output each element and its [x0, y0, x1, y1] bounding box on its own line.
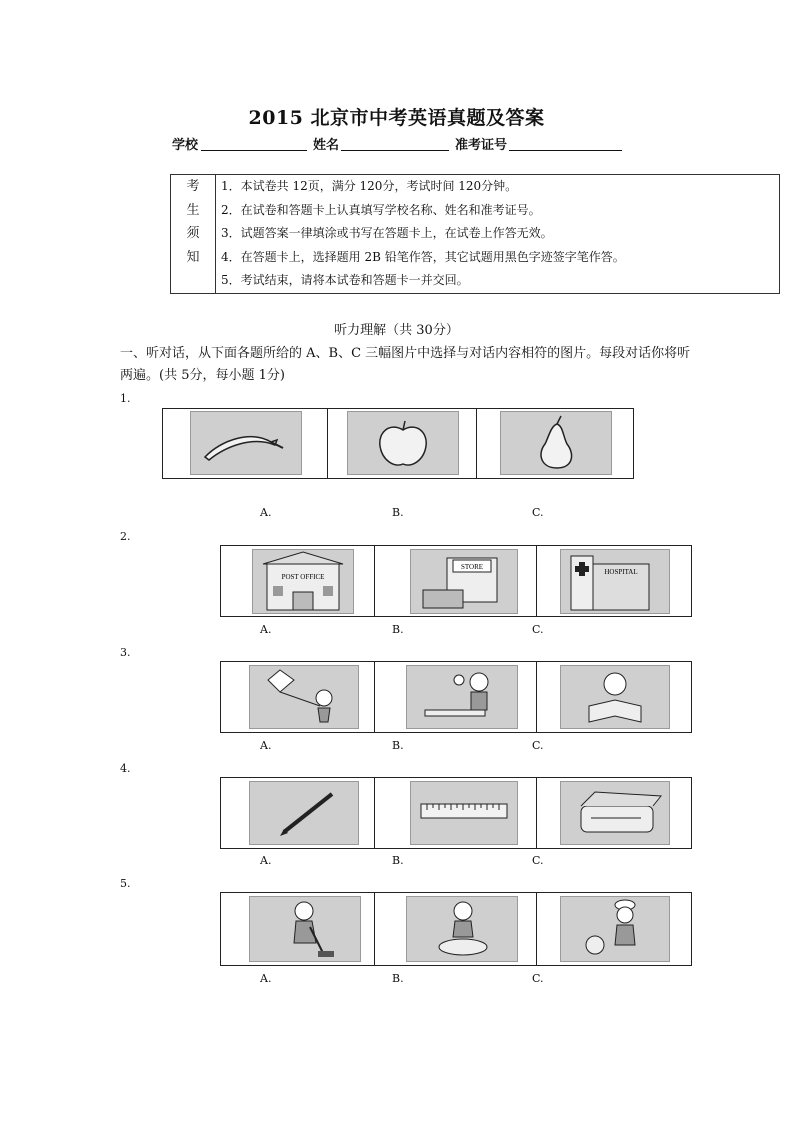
divider [536, 662, 537, 732]
pencil-case-icon[interactable] [560, 781, 670, 845]
notice-rules [216, 175, 780, 294]
option-a-label: A. [260, 623, 272, 636]
option-c-label: C. [532, 972, 544, 985]
divider [374, 893, 375, 965]
option-b-label: B. [392, 506, 404, 519]
option-b-label: B. [392, 972, 404, 985]
ruler-icon[interactable] [410, 781, 518, 845]
school-field[interactable] [201, 150, 307, 151]
question-number: 1. [120, 392, 131, 405]
question-5-image-strip [220, 892, 692, 966]
girl-washing-clothes-icon[interactable] [406, 896, 518, 962]
option-b-label: B. [392, 623, 404, 636]
sign-text: HOSPITAL [604, 568, 638, 576]
divider [536, 778, 537, 848]
notice-rule: 3．试题答案一律填涂或书写在答题卡上，在试卷上作答无效。 [221, 226, 553, 240]
question-number: 3. [120, 646, 131, 659]
notice-side-char: 生 [186, 202, 200, 218]
post-office-icon[interactable] [252, 549, 354, 614]
option-b-label: B. [392, 854, 404, 867]
question-number: 2. [120, 530, 131, 543]
notice-rule: 5．考试结束，请将本试卷和答题卡一并交回。 [221, 273, 469, 287]
divider [327, 409, 328, 478]
option-c-label: C. [532, 506, 544, 519]
instruction-text: 一、听对话，从下面各题所给的 A、B、C 三幅图片中选择与对话内容相符的图片。每段对话你将听两遍。(共 5分，每小题 1分) [120, 346, 691, 383]
question-number: 5. [120, 877, 131, 890]
option-c-label: C. [532, 739, 544, 752]
notice-side-char: 知 [186, 249, 200, 265]
divider [536, 546, 537, 616]
divider [374, 546, 375, 616]
divider [476, 409, 477, 478]
sign-text: STORE [460, 563, 484, 571]
boy-flying-kite-icon[interactable] [249, 665, 359, 729]
question-1-image-strip [162, 408, 634, 479]
divider [536, 893, 537, 965]
notice-rule: 4．在答题卡上，选择题用 2B 铅笔作答，其它试题用黑色字迹签字笔作答。 [221, 249, 625, 264]
pen-icon[interactable] [249, 781, 359, 845]
option-a-label: A. [260, 739, 272, 752]
school-label: 学校 [172, 138, 199, 153]
option-a-label: A. [260, 972, 272, 985]
notice-side-char: 须 [186, 226, 200, 241]
apple-icon[interactable] [347, 411, 459, 475]
divider [374, 662, 375, 732]
question-4-image-strip [220, 777, 692, 849]
exam-number-label: 准考证号 [455, 138, 508, 153]
exam-number-field[interactable] [509, 150, 622, 151]
divider [374, 778, 375, 848]
girl-cooking-icon[interactable] [560, 896, 670, 962]
exam-notice-table [170, 174, 780, 294]
question-3-image-strip [220, 661, 692, 733]
banana-icon[interactable] [190, 411, 302, 475]
notice-rule: 1．本试卷共 12页，满分 120分，考试时间 120分钟。 [221, 179, 518, 193]
option-c-label: C. [532, 854, 544, 867]
page-title: 2015 北京市中考英语真题及答案 [248, 107, 545, 129]
sign-text: POST OFFICE [281, 573, 325, 581]
pear-icon[interactable] [500, 411, 612, 475]
name-label: 姓名 [313, 138, 340, 153]
notice-side-char: 考 [186, 179, 200, 194]
boy-playing-ping-pong-icon[interactable] [406, 665, 518, 729]
notice-rule: 2．在试卷和答题卡上认真填写学校名称、姓名和准考证号。 [221, 202, 541, 217]
option-c-label: C. [532, 623, 544, 636]
notice-side-heading [171, 175, 216, 294]
boy-reading-book-icon[interactable] [560, 665, 670, 729]
question-2-image-strip [220, 545, 692, 617]
girl-sweeping-icon[interactable] [249, 896, 361, 962]
name-field[interactable] [341, 150, 449, 151]
option-b-label: B. [392, 739, 404, 752]
question-number: 4. [120, 762, 131, 775]
hospital-icon[interactable] [560, 549, 670, 614]
option-a-label: A. [260, 506, 272, 519]
section-title: 听力理解（共 30分） [334, 323, 459, 338]
store-icon[interactable] [410, 549, 518, 614]
option-a-label: A. [260, 854, 272, 867]
